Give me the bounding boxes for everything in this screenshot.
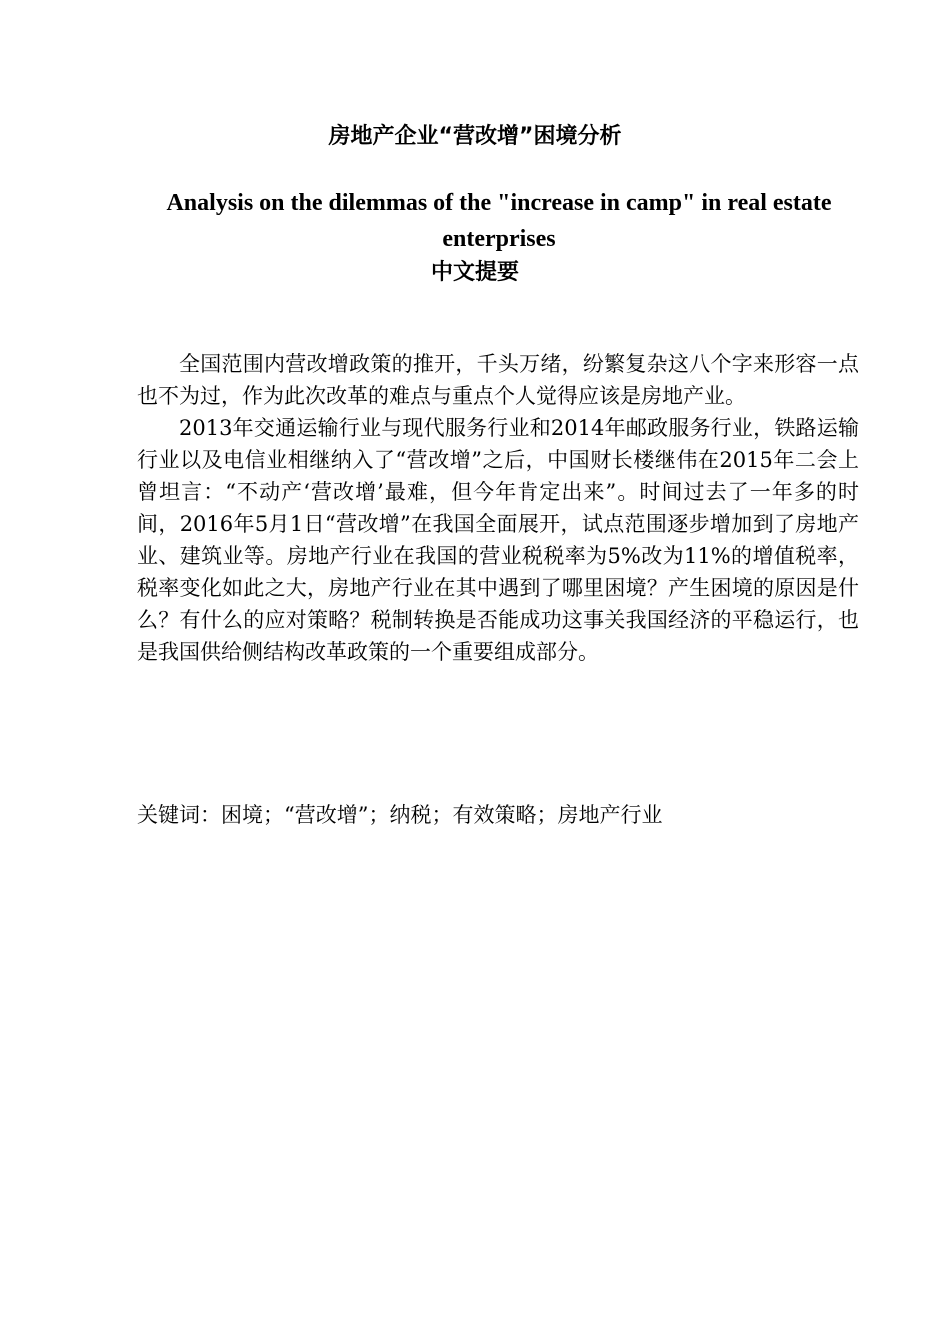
keywords-label: 关键词： — [137, 803, 221, 827]
abstract-body — [137, 348, 859, 668]
abstract-paragraph-1: 全国范围内营改增政策的推开，千头万绪，纷繁复杂这八个字来形容一点也不为过，作为此次改革的难点与重点个人觉得应该是房地产业。 — [137, 352, 859, 408]
keywords-text: 困境；“营改增”；纳税；有效策略；房地产行业 — [221, 803, 663, 827]
document-title-chinese: 房地产企业“营改增”困境分析 — [328, 124, 622, 149]
abstract-heading: 中文提要 — [430, 260, 519, 285]
keywords-line — [137, 799, 859, 831]
document-title-english: Analysis on the dilemmas of the "increase in camp" in real estate enterprises — [166, 190, 832, 252]
abstract-paragraph-2: 2013年交通运输行业与现代服务行业和2014年邮政服务行业，铁路运输行业以及电信业相继纳入了“营改增”之后，中国财长楼继伟在2015年二会上曾坦言：“不动产‘营改增’最难，但今年肯定出来”。时间过去了一年多的时间，2016年5月1日“营改增”在我国全面展开，试点范围逐步增加到了房地产业、建筑业等。房地产行业在我国的营业税税率为5%改为11%的增值税率，税率变化如此之大，房地产行业在其中遇到了哪里困境？产生困境的原因是什么？有什么的应对策略？税制转换是否能成功这事关我国经济的平稳运行，也是我国供给侧结构改革政策的一个重要组成部分。 — [137, 416, 859, 664]
